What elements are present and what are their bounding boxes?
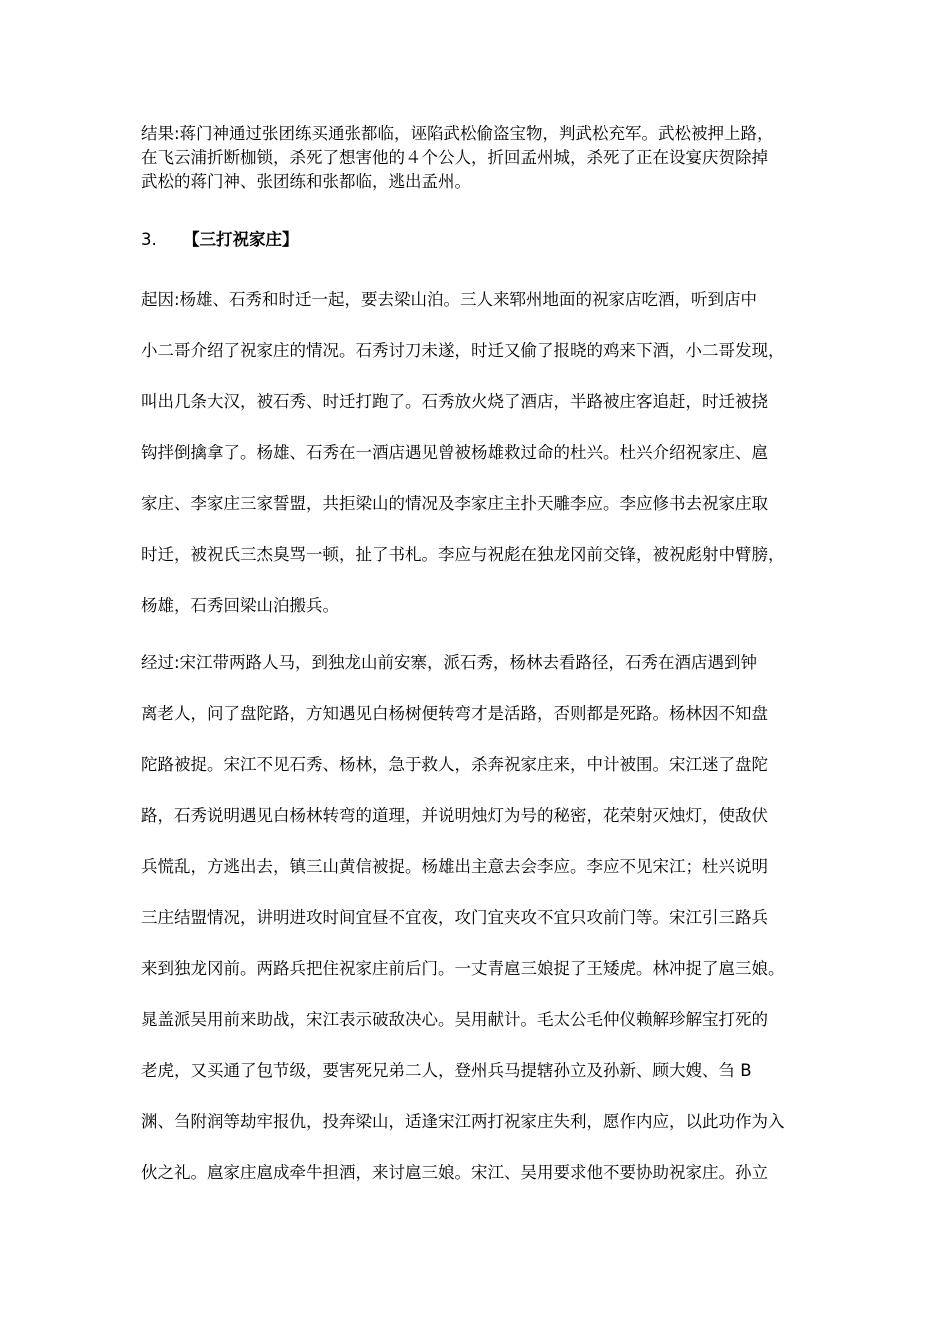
result-line: 武松的蒋门神、张团练和张都临，逃出孟州。 <box>141 172 471 191</box>
cause-line: 小二哥介绍了祝家庄的情况。石秀讨刀未遂，时迁又偷了报晓的鸡来下酒，小二哥发现， <box>141 341 785 360</box>
cause-line: 叫出几条大汉，被石秀、时迁打跑了。石秀放火烧了酒店，半路被庄客追赶，时迁被挠 <box>141 392 768 411</box>
process-line: 晁盖派吴用前来助战，宋江表示破敌决心。吴用献计。毛太公毛仲仪赖解珍解宝打死的 <box>141 1010 768 1029</box>
process-line: 陀路被捉。宋江不见石秀、杨林，急于救人，杀奔祝家庄来，中计被围。宋江迷了盘陀 <box>141 755 768 774</box>
process-line: 伙之礼。扈家庄扈成牵牛担酒，来讨扈三娘。宋江、吴用要求他不要协助祝家庄。孙立 <box>141 1163 768 1182</box>
process-line: 老虎，又买通了包节级，要害死兄弟二人，登州兵马提辖孙立及孙新、顾大嫂、刍 B <box>141 1061 752 1080</box>
result-paragraph <box>141 122 841 194</box>
process-line: 经过:宋江带两路人马，到独龙山前安寨，派石秀，杨林去看路径，石秀在酒店遇到钟 <box>141 653 758 672</box>
process-line: 兵慌乱，方逃出去，镇三山黄信被捉。杨雄出主意去会李应。李应不见宋江；杜兴说明 <box>141 857 768 876</box>
result-line: 结果:蒋门神通过张团练买通张都临，诬陷武松偷盗宝物，判武松充军。武松被押上路， <box>141 124 774 143</box>
process-line: 渊、刍附润等劫牢报仇，投奔梁山，适逢宋江两打祝家庄失利，愿作内应，以此功作为入 <box>141 1112 785 1131</box>
cause-line: 杨雄，石秀回梁山泊搬兵。 <box>141 596 339 615</box>
process-line: 三庄结盟情况，讲明进攻时间宜昼不宜夜，攻门宜夹攻不宜只攻前门等。宋江引三路兵 <box>141 908 768 927</box>
cause-line: 家庄、李家庄三家誓盟，共拒梁山的情况及李家庄主扑天雕李应。李应修书去祝家庄取 <box>141 494 768 513</box>
process-line: 离老人，问了盘陀路，方知遇见白杨树便转弯才是活路，否则都是死路。杨林因不知盘 <box>141 704 768 723</box>
document-page <box>141 122 841 1198</box>
process-line: 来到独龙冈前。两路兵把住祝家庄前后门。一丈青扈三娘捉了王矮虎。林冲捉了扈三娘。 <box>141 959 785 978</box>
section-number: 3. <box>141 230 157 249</box>
section-heading <box>141 228 841 252</box>
result-line: 在飞云浦折断枷锁，杀死了想害他的４个公人，折回孟州城，杀死了正在设宴庆贺除掉 <box>141 148 768 167</box>
process-paragraph <box>141 637 841 1198</box>
process-line: 路，石秀说明遇见白杨林转弯的道理，并说明烛灯为号的秘密，花荣射灭烛灯，使敌伏 <box>141 806 768 825</box>
cause-paragraph <box>141 274 841 631</box>
cause-line: 时迁，被祝氏三杰臭骂一顿，扯了书札。李应与祝彪在独龙冈前交锋，被祝彪射中臂膀， <box>141 545 785 564</box>
cause-line: 钩拌倒擒拿了。杨雄、石秀在一酒店遇见曾被杨雄救过命的杜兴。杜兴介绍祝家庄、扈 <box>141 443 768 462</box>
cause-line: 起因:杨雄、石秀和时迁一起，要去梁山泊。三人来郓州地面的祝家店吃酒，听到店中 <box>141 290 758 309</box>
section-title: 【三打祝家庄】 <box>183 230 299 249</box>
